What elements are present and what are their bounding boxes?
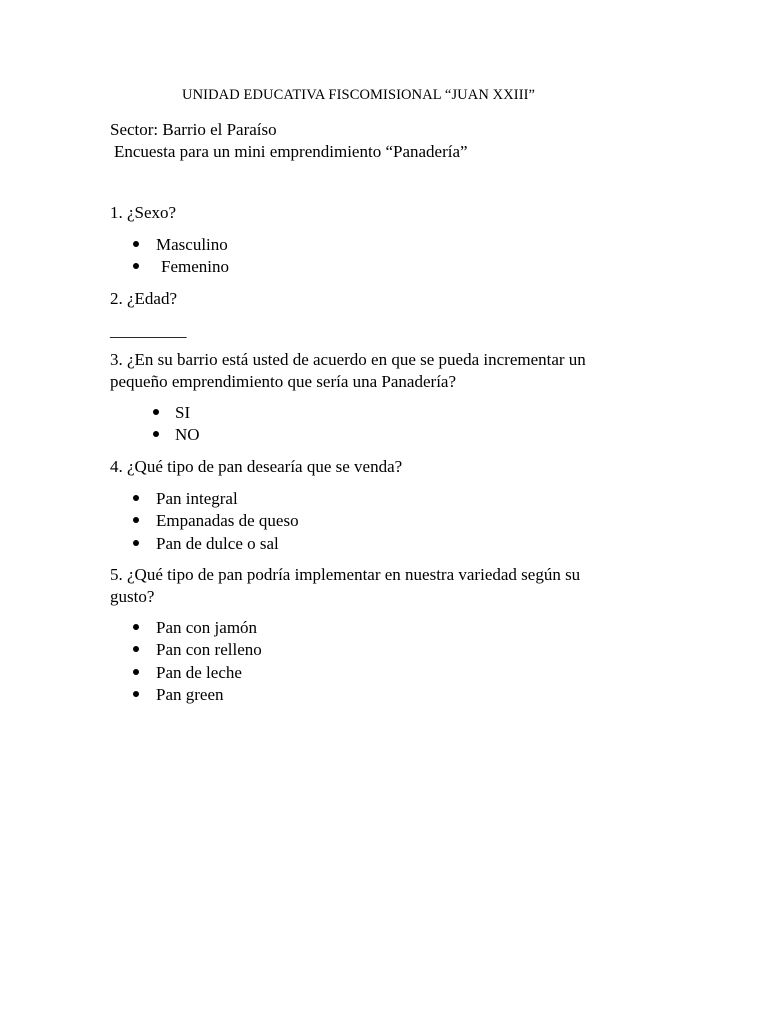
bullet-icon: [153, 409, 159, 415]
question-2: 2. ¿Edad?: [110, 289, 178, 308]
q4-option-3: Pan de dulce o sal: [156, 534, 279, 553]
bullet-icon: [133, 646, 139, 652]
q5-option-2: Pan con relleno: [156, 640, 262, 659]
bullet-icon: [133, 263, 139, 269]
sector-line: Sector: Barrio el Paraíso: [110, 120, 277, 139]
bullet-icon: [133, 624, 139, 630]
q3-option-no: NO: [175, 425, 200, 444]
q5-option-1: Pan con jamón: [156, 618, 258, 637]
q4-option-2: Empanadas de queso: [156, 511, 299, 530]
q1-option-masculino: Masculino: [156, 235, 228, 254]
question-4: 4. ¿Qué tipo de pan desearía que se venda?: [110, 457, 403, 476]
q5-option-4: Pan green: [156, 685, 224, 704]
survey-subtitle: Encuesta para un mini emprendimiento “Panadería”: [114, 142, 468, 161]
school-title: UNIDAD EDUCATIVA FISCOMISIONAL “JUAN XXIII”: [182, 87, 536, 103]
bullet-icon: [133, 669, 139, 675]
question-3-line-2: pequeño emprendimiento que sería una Panadería?: [110, 372, 457, 391]
question-3-line-1: 3. ¿En su barrio está usted de acuerdo en que se pueda incrementar un: [110, 350, 586, 369]
bullet-icon: [133, 540, 139, 546]
question-5-line-2: gusto?: [110, 587, 155, 606]
age-blank-line: _________: [110, 321, 187, 340]
question-1: 1. ¿Sexo?: [110, 203, 177, 222]
question-5-line-1: 5. ¿Qué tipo de pan podría implementar en nuestra variedad según su: [110, 565, 581, 584]
bullet-icon: [133, 691, 139, 697]
bullet-icon: [133, 495, 139, 501]
bullet-icon: [133, 517, 139, 523]
q5-option-3: Pan de leche: [156, 663, 242, 682]
q3-option-si: SI: [175, 403, 191, 422]
q4-option-1: Pan integral: [156, 489, 238, 508]
bullet-icon: [153, 431, 159, 437]
q1-option-femenino: Femenino: [161, 257, 229, 276]
bullet-icon: [133, 241, 139, 247]
